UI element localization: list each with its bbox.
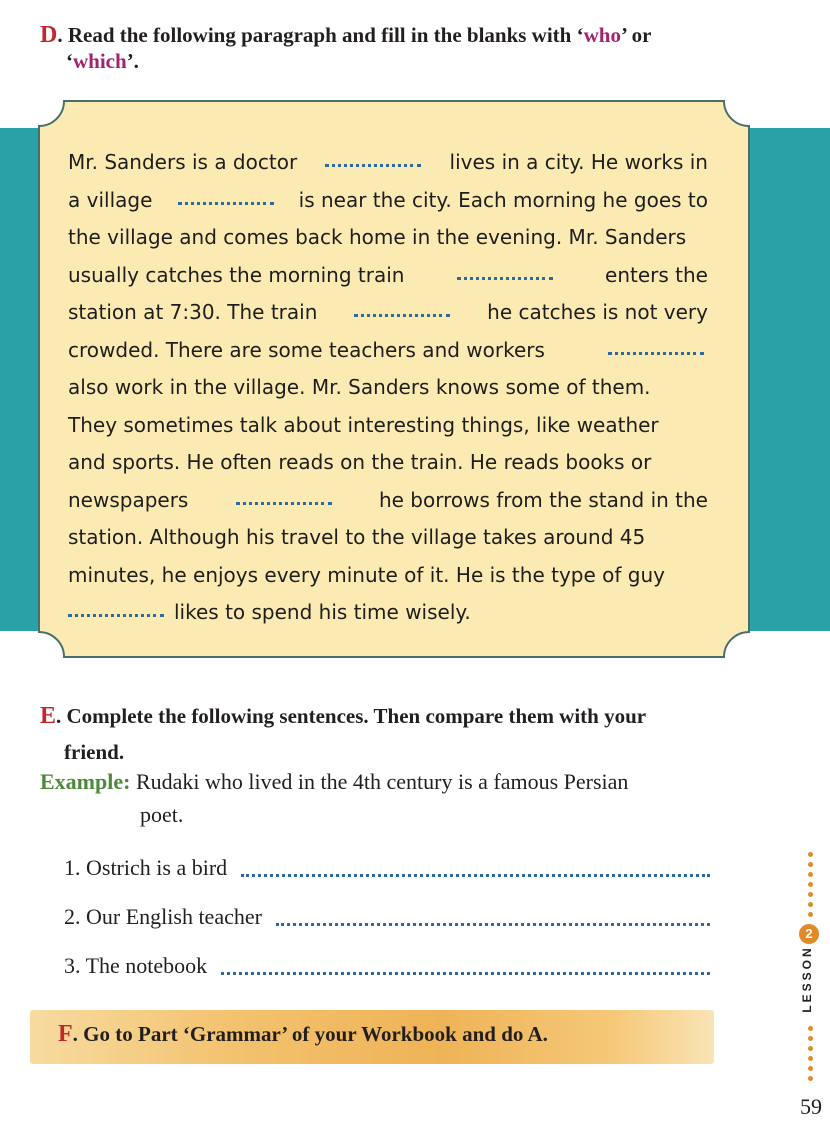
page-number: 59 [800, 1094, 822, 1119]
paragraph-line: a village is near the city. Each morning he goes to [68, 182, 708, 220]
sentence-item-3: 3. The notebook [64, 953, 710, 979]
answer-line-1[interactable] [241, 872, 710, 877]
blank-3[interactable] [457, 257, 553, 280]
paragraph-line: the village and comes back home in the evening. Mr. Sanders [68, 225, 687, 249]
paragraph-line: crowded. There are some teachers and workers [68, 332, 708, 370]
paragraph-line: and sports. He often reads on the train. He reads books or [68, 450, 652, 474]
answer-line-2[interactable] [276, 921, 710, 926]
section-f-letter: F [58, 1021, 73, 1047]
blank-4[interactable] [354, 294, 450, 317]
side-dot [808, 1026, 813, 1031]
paragraph-line: newspapers he borrows from the stand in the [68, 482, 708, 520]
answer-line-3[interactable] [221, 970, 710, 975]
blank-5[interactable] [608, 332, 704, 355]
side-dot [808, 862, 813, 867]
side-dot [808, 872, 813, 877]
blank-7[interactable] [68, 594, 164, 617]
section-f-instruction: F. Go to Part ‘Grammar’ of your Workbook and do A. [58, 1021, 548, 1047]
side-dot [808, 882, 813, 887]
section-d-instruction-mid: ’ or [620, 23, 652, 47]
example-line-2: poet. [140, 802, 184, 827]
paragraph-line: minutes, he enjoys every minute of it. He is the type of guy [68, 562, 665, 587]
section-e-heading-line2: friend. [64, 740, 125, 764]
side-dot [808, 912, 813, 917]
paragraph-line: They sometimes talk about interesting things, like weather [68, 412, 659, 437]
side-dot [808, 1056, 813, 1061]
example-text: Rudaki who lived in the 4th century is a famous Persian [135, 769, 629, 794]
example-line: Example: Rudaki who lived in the 4th century is a famous Persian [40, 769, 629, 794]
example-label: Example [40, 769, 124, 794]
paragraph-line: station. Although his travel to the village takes around 45 [68, 525, 646, 549]
section-e-letter: E [40, 703, 57, 729]
paragraph-line: Mr. Sanders is a doctor lives in a city. He works in [68, 144, 708, 182]
side-dot [808, 1046, 813, 1051]
side-dot [808, 1066, 813, 1071]
side-dot [808, 1076, 813, 1081]
section-d-instruction: . Read the following paragraph and fill in the blanks with ‘ [57, 23, 584, 47]
section-e-instruction: . Complete the following sentences. Then compare them with your [56, 704, 647, 728]
blank-1[interactable] [325, 144, 421, 167]
keyword-who: who [583, 23, 621, 47]
paragraph-line: likes to spend his time wisely. [68, 594, 708, 632]
side-dot [808, 1036, 813, 1041]
sentence-item-2: 2. Our English teacher [64, 904, 710, 930]
section-e-heading [40, 703, 760, 729]
paragraph-card [38, 100, 750, 658]
paragraph-text [68, 144, 708, 632]
lesson-label: LESSON [800, 945, 814, 1013]
blank-6[interactable] [236, 482, 332, 505]
paragraph-line: usually catches the morning train enters the [68, 257, 708, 295]
paragraph-line: also work in the village. Mr. Sanders knows some of them. [68, 375, 651, 399]
keyword-which: which [73, 49, 127, 73]
sentence-item-1: 1. Ostrich is a bird [64, 855, 710, 881]
blank-2[interactable] [178, 182, 274, 205]
side-dot [808, 902, 813, 907]
lesson-number-badge: 2 [799, 924, 819, 944]
section-d-heading [40, 22, 800, 48]
paragraph-line: station at 7:30. The train he catches is not very [68, 294, 708, 332]
section-d-heading-line2: ‘which’. [66, 49, 139, 73]
section-d-letter: D [40, 22, 58, 48]
side-dot [808, 852, 813, 857]
side-dot [808, 892, 813, 897]
